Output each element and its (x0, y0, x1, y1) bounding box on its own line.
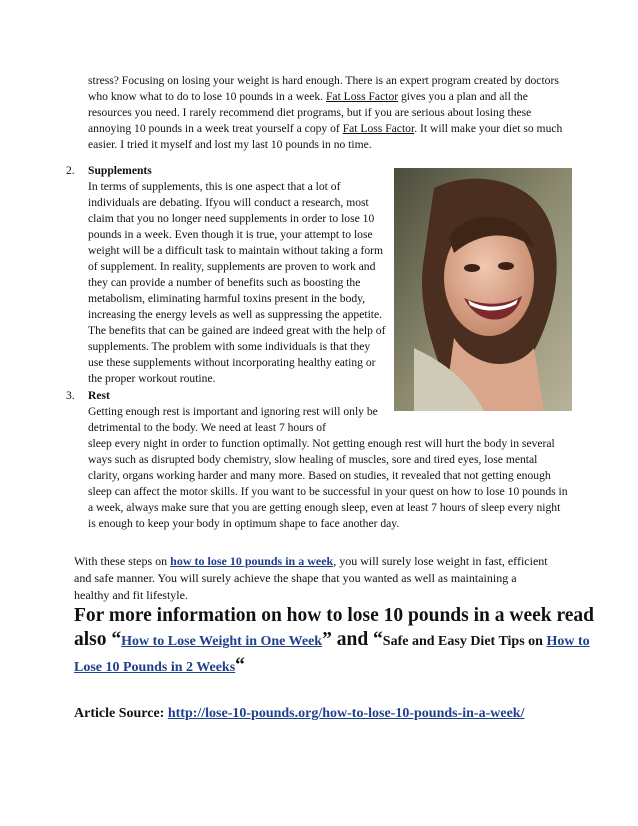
article-source-label: Article Source: (74, 706, 168, 721)
item-2-number: 2. (66, 164, 75, 177)
conclusion-paragraph (74, 553, 554, 604)
lose-weight-one-week-link[interactable]: How to Lose Weight in One Week (121, 634, 323, 649)
fat-loss-factor-link-1[interactable]: Fat Loss Factor (325, 90, 399, 103)
more-info-mid: ” and “ (322, 629, 383, 650)
conclusion-text-2: , you will surely lose weight in fast, efficient and safe manner. You will surely achieve the shape that you wanted as well as maintaining a healthy and fit lifestyle. (74, 554, 548, 602)
lose-10-pounds-2-weeks-link[interactable]: How to Lose 10 Pounds in 2 Weeks (74, 634, 590, 675)
item-2-body: In terms of supplements, this is one aspect that a lot of individuals are debating. Ifyou will conduct a research, most claim that you no longer need supplements in order to lose 10 pounds in a week. Even though it is true, your attempt to lose weight will be a difficult task to maintain without taking a form of supplement. In reality, supplements are proven to work and they can provide a number of benefits such as boosting the metabolism, eliminating harmful toxins present in the body, increasing the energy levels as well as suppressing the appetite. The benefits that can be gained are indeed great with the help of supplements. The problem with some individuals is that they use these supplements without incorporating healthy eating or the proper workout routine. (88, 180, 386, 385)
item-3-block-narrow (88, 388, 388, 436)
item-3-body-wide: sleep every night in order to function optimally. Not getting enough rest will hurt the body in several ways such as disrupted body chemistry, slow healing of muscles, sore and tired eyes, lose mental clarity, organs working harder and many more. Based on studies, it revealed that not getting enough sleep can affect the motor skills. If you want to be successful in your quest on how to lose 10 pounds in a week, always make sure that you are getting enough sleep, even at least 7 hours of sleep every night is enough to keep your body in optimum shape to face another day. (88, 437, 568, 530)
more-info-end: “ (235, 655, 245, 676)
item-3-block-wide (88, 436, 568, 532)
intro-text-3: . It will make your diet so much easier. I tried it myself and lost my last 10 pounds in no time. (88, 122, 563, 151)
article-source (74, 705, 614, 723)
fat-loss-factor-link-2[interactable]: Fat Loss Factor (342, 122, 415, 135)
item-3-heading: Rest (88, 389, 110, 402)
item-2-block (88, 163, 388, 387)
woman-photo (394, 168, 572, 411)
intro-paragraph (88, 73, 564, 153)
item-3-number: 3. (66, 389, 75, 402)
intro-text-2: gives you a plan and all the resources you need. I rarely recommend diet programs, but if you are serious about losing these annoying 10 pounds in a week treat yourself a copy of (88, 90, 532, 135)
intro-text-1: stress? Focusing on losing your weight is hard enough. There is an expert program created by doctors who know what to do to lose 10 pounds in a week. (88, 74, 559, 103)
smiling-woman-icon (394, 168, 572, 411)
article-source-link[interactable]: http://lose-10-pounds.org/how-to-lose-10-pounds-in-a-week/ (167, 706, 525, 721)
item-3-body-narrow: Getting enough rest is important and ignoring rest will only be detrimental to the body. We need at least 7 hours of (88, 405, 378, 434)
more-info-plain-2: Safe and Easy Diet Tips on (382, 634, 547, 649)
conclusion-text-1: With these steps on (74, 554, 171, 568)
how-to-lose-link[interactable]: how to lose 10 pounds in a week (170, 554, 334, 568)
more-info-heading (74, 604, 604, 680)
item-2-heading: Supplements (88, 164, 152, 177)
more-info-lead: For more information on how to lose 10 pounds in a week read also “ (74, 605, 595, 650)
